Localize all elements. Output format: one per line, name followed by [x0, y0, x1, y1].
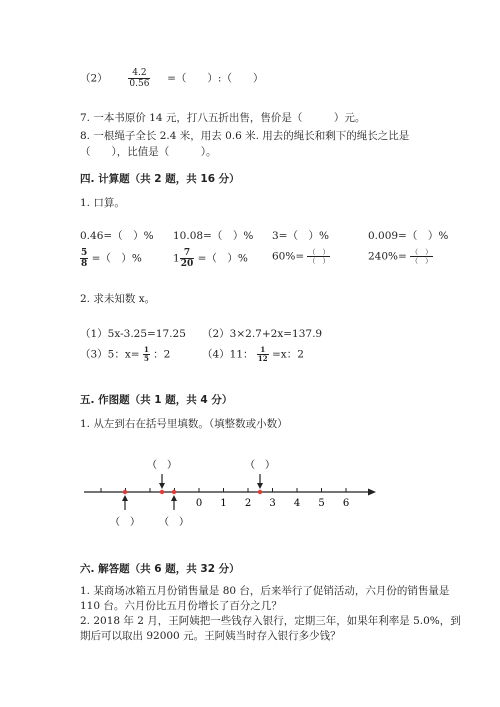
oral-h-den: （ ）	[411, 257, 433, 265]
point-marker	[258, 490, 262, 494]
blank-bracket-bottom: （ ）	[159, 517, 189, 528]
number-line-arrowhead	[368, 489, 376, 496]
oral-c: 3=（ ）%	[272, 230, 329, 242]
equation-1: （1）5x-3.25=17.25	[80, 328, 186, 340]
equation-4-fraction	[257, 346, 269, 363]
sec4-q1: 1. 口算。	[80, 197, 125, 209]
tick-label: 0	[195, 498, 203, 509]
down-arrow-head-icon	[257, 483, 263, 489]
oral-f-rest: =（ ）%	[197, 252, 248, 265]
oral-d: 0.009=（ ）%	[368, 230, 449, 242]
oral-g-fraction	[307, 248, 330, 265]
blank-bracket-top: （ ）	[245, 460, 275, 471]
oral-h-fraction	[410, 248, 433, 265]
sec4-q2: 2. 求未知数 x。	[80, 293, 156, 305]
up-arrow-head-icon	[171, 495, 177, 501]
up-arrow-head-icon	[122, 495, 128, 501]
q8-line2: （ ），比值是（ ）。	[80, 146, 217, 158]
tick-label: 1	[220, 498, 227, 509]
oral-h	[368, 248, 433, 265]
equation-3-pre: （3）5：x=	[80, 348, 140, 361]
q2-numerator: 4.2	[132, 68, 147, 78]
equation-2: （2）3×2.7+2x=137.9	[202, 328, 323, 340]
tick-label: 5	[318, 498, 325, 509]
q2-fraction	[128, 68, 150, 89]
tick-label: 4	[293, 498, 301, 509]
section4-title: 四. 计算题（共 2 题，共 16 分）	[80, 173, 240, 185]
oral-e-num: 5	[81, 248, 88, 258]
blank-bracket-top: （ ）	[147, 460, 177, 471]
oral-e-rest: =（ ）%	[91, 252, 142, 265]
point-marker	[123, 490, 127, 494]
section5-title: 五. 作图题（共 1 题，共 4 分）	[80, 394, 233, 406]
oral-g-den: （ ）	[308, 257, 330, 265]
oral-a: 0.46=（ ）%	[80, 230, 154, 242]
tick-label: 3	[269, 498, 276, 509]
number-line-figure	[70, 452, 390, 536]
tick-label: 2	[244, 498, 252, 509]
q7-text: 7. 一本书原价 14 元，打八五折出售，售价是（ ）元。	[80, 112, 366, 124]
oral-g-pre: 60%=	[272, 250, 305, 263]
oral-b: 10.08=（ ）%	[173, 230, 254, 242]
oral-f-num: 7	[183, 248, 191, 258]
q2-row	[80, 68, 263, 89]
oral-e-fraction	[80, 248, 88, 269]
q2-denominator: 0.56	[129, 79, 150, 89]
problem1-line1: 1. 某商场冰箱五月份销售量是 80 台，后来举行了促销活动，六月份的销售量是	[80, 585, 450, 597]
q2-label: （2）	[80, 72, 108, 85]
section6-title: 六. 解答题（共 6 题，共 32 分）	[80, 563, 240, 575]
oral-h-num: （ ）	[411, 248, 433, 256]
problem2-line2: 期后可以取出 92000 元。王阿姨当时存入银行多少钱？	[80, 630, 341, 642]
oral-f-den: 20	[180, 259, 194, 269]
equation-4-den: 12	[257, 354, 268, 363]
oral-h-pre: 240%=	[368, 250, 407, 263]
equation-4-post: =x：2	[271, 348, 304, 361]
sec5-q1: 1. 从左到右在括号里填数。（填整数或小数）	[80, 418, 288, 430]
oral-e-den: 8	[81, 259, 88, 269]
oral-f-whole: 1	[173, 252, 180, 265]
point-marker	[160, 490, 164, 494]
equation-3-den: 5	[143, 354, 149, 363]
equation-4-pre: （4）11：	[202, 348, 254, 361]
problem1-line2: 110 台。六月份比五月份增长了百分之几？	[80, 600, 282, 612]
equation-4-num: 1	[260, 345, 266, 354]
down-arrow-head-icon	[159, 483, 165, 489]
oral-f	[173, 248, 248, 269]
number-line-ticks	[101, 488, 349, 509]
q2-rest: =（ ）:（ ）	[167, 72, 264, 85]
equation-4	[202, 346, 304, 363]
equation-3-post: ：2	[153, 348, 171, 361]
tick-label: 6	[342, 498, 350, 509]
oral-g-num: （ ）	[308, 248, 330, 256]
equation-3	[80, 346, 170, 363]
equation-3-num: 1	[143, 345, 149, 354]
problem2-line1: 2. 2018 年 2 月，王阿姨把一些钱存入银行，定期三年，如果年利率是 5.0%，到	[80, 615, 461, 627]
blank-bracket-bottom: （ ）	[110, 517, 140, 528]
oral-f-fraction	[180, 248, 195, 269]
point-marker	[172, 490, 176, 494]
q8-line1: 8. 一根绳子全长 2.4 米，用去 0.6 米. 用去的绳长和剩下的绳长之比是	[80, 130, 410, 142]
equation-3-fraction	[143, 346, 150, 363]
oral-e	[80, 248, 142, 269]
oral-g	[272, 248, 330, 265]
